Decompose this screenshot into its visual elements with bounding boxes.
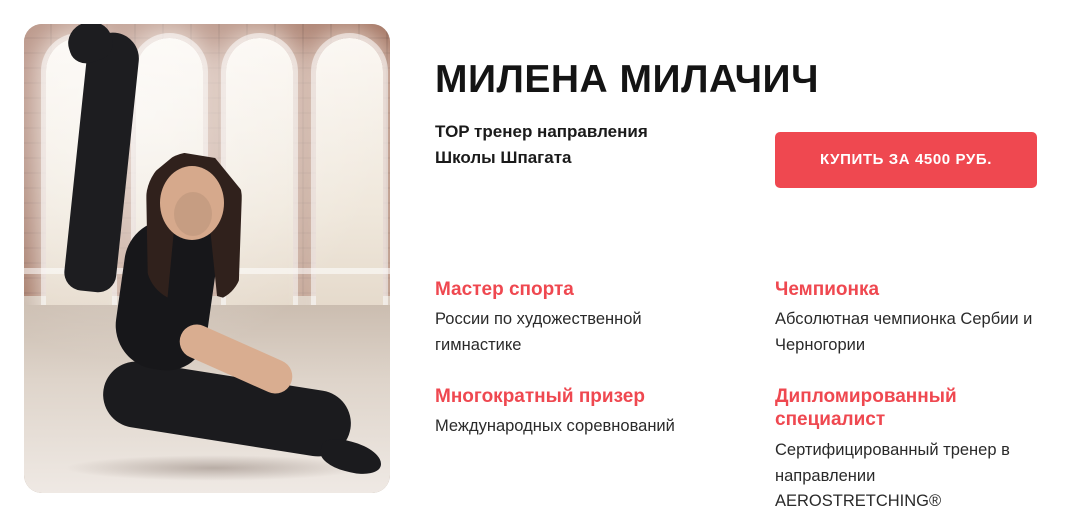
achievement-item (435, 385, 775, 515)
achievement-title: Мастер спорта (435, 278, 574, 300)
buy-button[interactable]: КУПИТЬ ЗА 4500 РУБ. (775, 132, 1037, 188)
trainer-role-line-2: Школы Шпагата (435, 148, 572, 168)
trainer-role (435, 119, 755, 172)
achievement-title: Многократный призер (435, 385, 645, 407)
page-title: МИЛЕНА МИЛАЧИЧ (435, 58, 819, 101)
figure-face-shading (174, 192, 212, 236)
photo-column (0, 0, 390, 493)
trainer-photo (24, 24, 390, 493)
achievement-text: Международных соревнований (435, 417, 675, 436)
achievements-grid (435, 278, 1055, 515)
athlete-figure (24, 24, 390, 493)
achievement-item (435, 278, 775, 359)
achievement-title: Чемпионка (775, 278, 880, 300)
achievement-text: Абсолютная чемпионка Сербии и Черногории (775, 310, 1033, 354)
achievement-text: Сертифицированный тренер в направлении AEROSTRETCHING® (775, 441, 1010, 511)
achievement-item (775, 278, 1055, 359)
achievement-item (775, 385, 1055, 515)
achievement-text: России по художественной гимнастике (435, 310, 642, 354)
achievement-title: Дипломированный специалист (775, 385, 957, 431)
info-column (390, 0, 1090, 515)
trainer-role-line-1: TOP тренер направления (435, 121, 648, 141)
figure-shadow (64, 455, 364, 481)
